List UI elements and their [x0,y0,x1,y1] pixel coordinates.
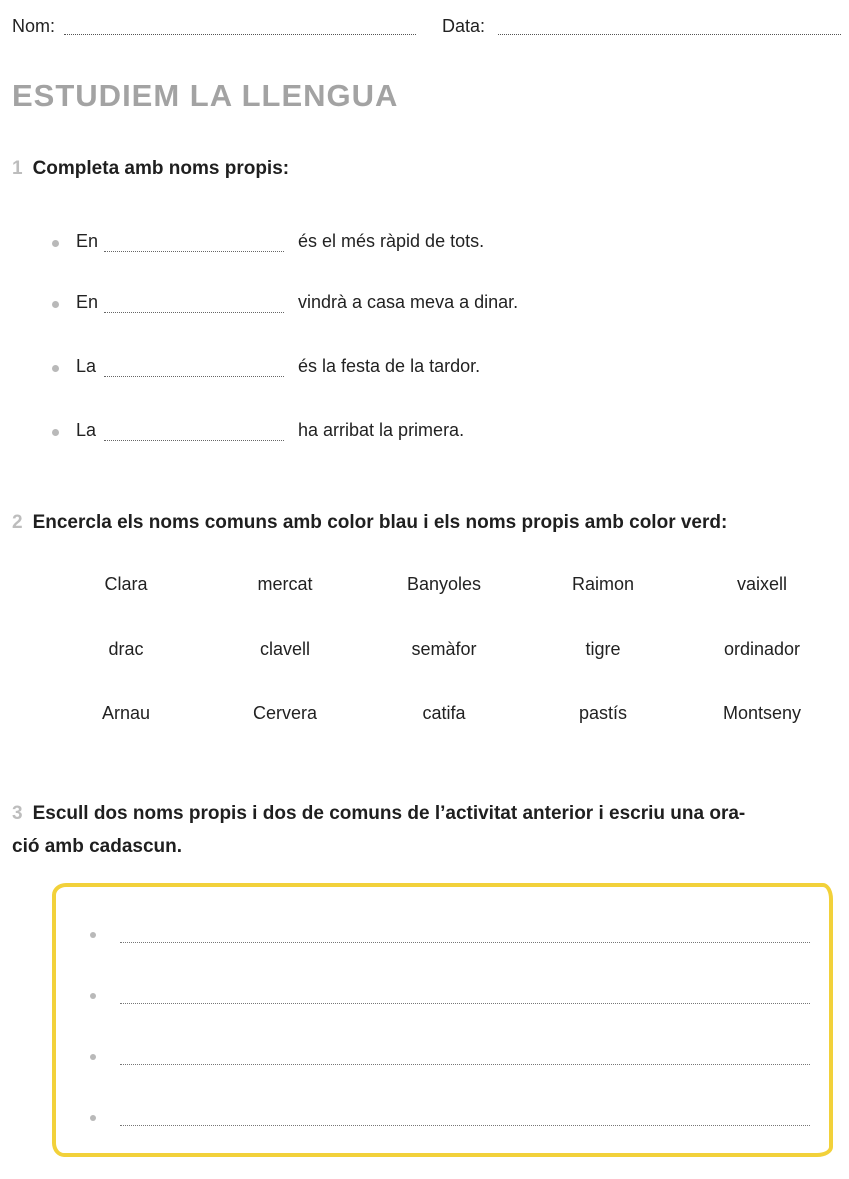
header [12,14,841,38]
answer-dots [120,1003,810,1004]
bullet-icon [90,1115,96,1121]
word-item[interactable]: clavell [259,639,311,659]
word-item[interactable]: Clara [104,574,148,594]
date-label: Data: [442,16,486,36]
word-item[interactable]: catifa [422,703,466,723]
exercise-1-number: 1 [12,158,23,179]
fill-article: En [76,292,99,312]
answer-dots [120,1125,810,1126]
bullet-icon [52,365,59,372]
word-item[interactable]: Banyoles [406,574,482,594]
name-label: Nom: [12,16,56,36]
answer-line[interactable] [90,1054,810,1074]
answer-box [52,883,833,1157]
answer-dots [120,942,810,943]
exercise-2-number: 2 [12,512,23,533]
fill-blank-field[interactable] [104,312,284,313]
fill-blank-field[interactable] [104,440,284,441]
exercise-3-heading [12,797,745,863]
answer-line[interactable] [90,1115,810,1135]
word-item[interactable]: Raimon [571,574,635,594]
exercise-2-heading [12,512,727,534]
word-item[interactable]: Montseny [722,703,802,723]
answer-line[interactable] [90,932,810,952]
exercise-1-instruction: Completa amb noms propis: [32,158,290,179]
word-item[interactable]: mercat [257,574,313,594]
fill-article: La [76,356,97,376]
fill-rest-text: és la festa de la tardor. [298,356,481,376]
word-item[interactable]: drac [108,639,144,659]
word-item[interactable]: Cervera [252,703,318,723]
exercise-1-heading [12,158,289,180]
answer-dots [120,1064,810,1065]
bullet-icon [52,301,59,308]
exercise-3-instruction-line-2: ció amb cadascun. [12,836,183,857]
date-field[interactable] [498,34,841,35]
bullet-icon [90,1054,96,1060]
name-field[interactable] [64,34,416,35]
word-item[interactable]: vaixell [736,574,788,594]
fill-article: En [76,231,99,251]
bullet-icon [90,932,96,938]
section-title: ESTUDIEM LA LLENGUA [12,78,399,113]
fill-blank-field[interactable] [104,251,284,252]
exercise-2-instruction: Encercla els noms comuns amb color blau i els noms propis amb color verd: [32,512,728,533]
bullet-icon [52,429,59,436]
word-item[interactable]: Arnau [101,703,151,723]
bullet-icon [52,240,59,247]
word-item[interactable]: pastís [578,703,628,723]
exercise-3-instruction-line-1: Escull dos noms propis i dos de comuns de l’activitat anterior i escriu una ora- [32,803,746,824]
fill-rest-text: ha arribat la primera. [298,420,465,440]
fill-article: La [76,420,97,440]
word-item[interactable]: semàfor [411,639,477,659]
answer-line[interactable] [90,993,810,1013]
bullet-icon [90,993,96,999]
fill-rest-text: és el més ràpid de tots. [298,231,485,251]
exercise-3-number: 3 [12,803,23,824]
fill-rest-text: vindrà a casa meva a dinar. [298,292,519,312]
word-item[interactable]: ordinador [723,639,801,659]
fill-blank-field[interactable] [104,376,284,377]
word-item[interactable]: tigre [585,639,621,659]
